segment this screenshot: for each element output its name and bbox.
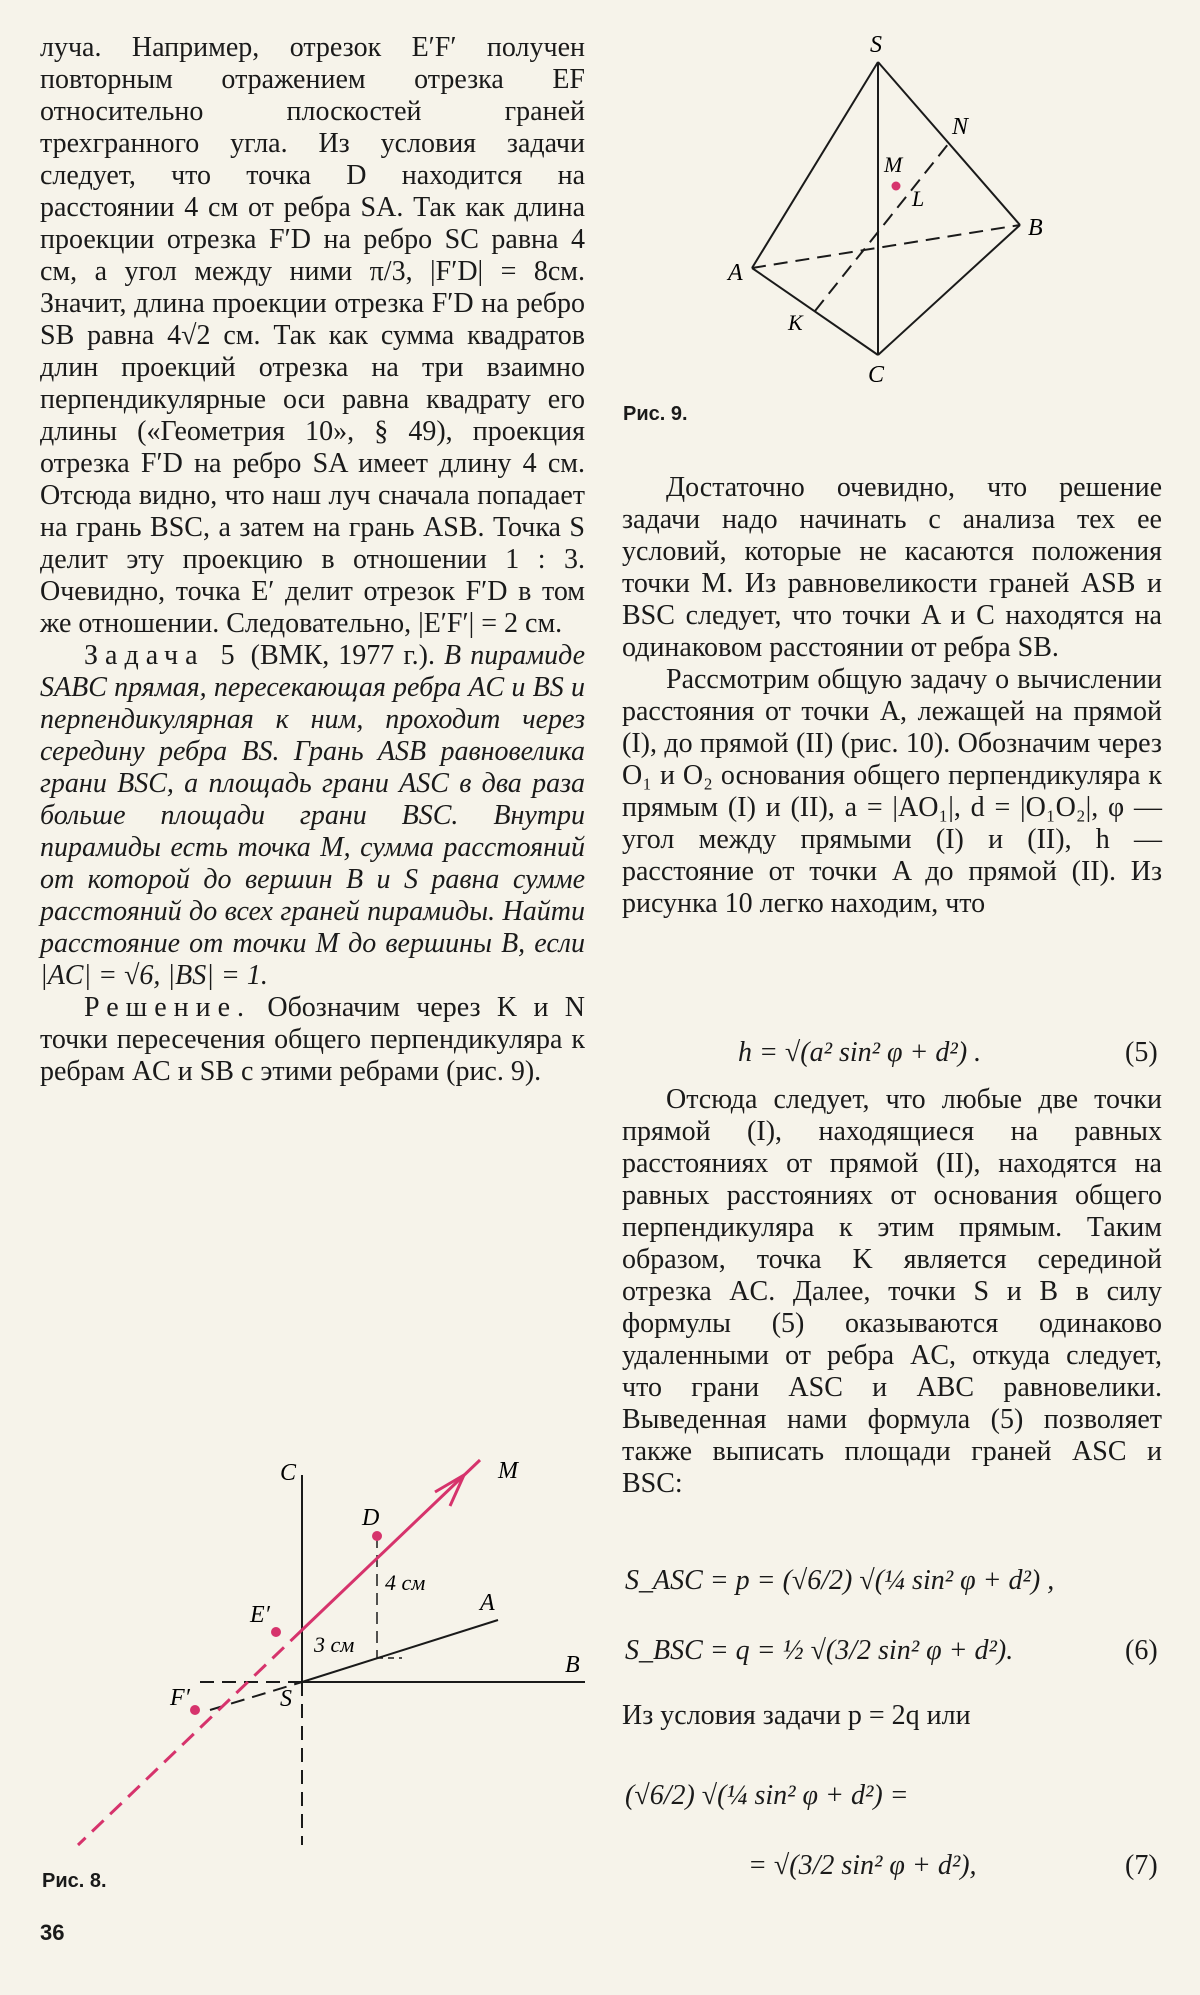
figure-8 — [40, 1450, 600, 1870]
label-m: M — [498, 1458, 518, 1484]
figure-9-caption: Рис. 9. — [623, 403, 688, 425]
task-5 — [40, 640, 585, 992]
equation-6b: S_BSC = q = ½ √(3/2 sin² φ + d²). — [625, 1635, 1014, 1666]
equation-7b: = √(3/2 sin² φ + d²), — [748, 1850, 977, 1881]
label-e: E′ — [250, 1602, 270, 1628]
left-column — [40, 32, 585, 1088]
point-d — [372, 1531, 382, 1541]
solution-text: Обозначим через K и N точки пересечения общего перпендикуляра к ребрам AC и SB с этими ребрами (рис. 9). — [40, 992, 586, 1087]
solution-label: Решение. — [84, 992, 252, 1023]
edge-sa — [752, 62, 878, 268]
equation-6a: S_ASC = p = (√6/2) √(¼ sin² φ + d²) , — [625, 1565, 1055, 1596]
equation-5-number: (5) — [1125, 1037, 1158, 1068]
equation-7-number: (7) — [1125, 1850, 1158, 1881]
edge-bc — [878, 225, 1020, 355]
figure-8-caption: Рис. 8. — [42, 1870, 107, 1892]
label-a: A — [728, 260, 743, 286]
label-k: K — [788, 310, 803, 335]
equation-7a: (√6/2) √(¼ sin² φ + d²) = — [625, 1780, 909, 1811]
paragraph-condition: Из условия задачи p = 2q или — [622, 1700, 971, 1731]
label-m: M — [884, 152, 903, 177]
label-s: S — [870, 32, 882, 58]
edge-ac — [752, 268, 878, 355]
point-f — [190, 1705, 200, 1715]
page-number: 36 — [40, 1920, 65, 1945]
right-column-top — [622, 472, 1162, 920]
label-3cm: 3 см — [314, 1632, 355, 1657]
figure-9 — [720, 30, 1050, 390]
label-b: B — [1028, 215, 1043, 241]
right-column-mid — [622, 1084, 1162, 1500]
right-column-condition — [622, 1700, 1162, 1732]
equation-6-number: (6) — [1125, 1635, 1158, 1666]
solution — [40, 992, 585, 1088]
label-a: A — [480, 1590, 495, 1616]
paragraph-midpoint: Отсюда следует, что любые две точки прямой (I), находящиеся на равных расстояниях от прямой (II), находятся на равных расстояниях от основания общего перпендикуляра к этим прямым. Таким образом, точка K является серединой отрезка AC. Далее, точки S и B в силу формулы (5) оказываются одинаково удаленными от ребра AC, откуда следует, что грани ASC и ABC равновелики. Выведенная нами формула (5) позволяет также выписать площади граней ASC и BSC: — [622, 1084, 1162, 1499]
equation-5: h = √(a² sin² φ + d²) . — [738, 1037, 982, 1068]
task-statement: В пирамиде SABC прямая, пересекающая ребра AC и BS и перпендикулярная к ним, проходит через середину ребра BS. Грань ASB равновелика грани BSC, а площадь грани ASC в два раза больше площади грани BSC. Внутри пирамиды есть точка M, сумма расстояний от которой до вершин B и S равна сумме расстояний до всех граней пирамиды. Найти расстояние от точки M до вершины B, если |AC| = √6, |BS| = 1. — [40, 640, 586, 991]
edge-sb — [878, 62, 1020, 225]
paragraph-light-ray: луча. Например, отрезок E′F′ получен повторным отражением отрезка EF относительно плоскостей граней трехгранного угла. Из условия задачи следует, что точка D находится на расстоянии 4 см от ребра SA. Так как длина проекции отрезка F′D на ребро SC равна 4 см, а угол между ними π/3, |F′D| = 8см. Значит, длина проекции отрезка F′D на ребро SB равна 4√2 см. Так как сумма квадратов длин проекций отрезка на три взаимно перпендикулярные оси равна квадрату его длины («Геометрия 10», § 49), проекция отрезка F′D на ребро SA имеет длину 4 см. Отсюда видно, что наш луч сначала попадает на грань BSC, а затем на грань ASB. Точка S делит эту проекцию в отношении 1 : 3. Очевидно, точка E′ делит отрезок F′D в том же отношении. Следовательно, |E′F′| = 2 см. — [40, 32, 585, 639]
label-c: C — [868, 362, 885, 388]
label-d: D — [362, 1505, 380, 1531]
point-e — [271, 1627, 281, 1637]
label-l: L — [912, 186, 925, 211]
label-f: F′ — [170, 1685, 190, 1711]
point-m — [892, 182, 901, 191]
task-label: Задача 5 — [84, 640, 242, 671]
task-source: (ВМК, 1977 г.). — [250, 640, 435, 671]
paragraph-general-problem: Рассмотрим общую задачу о вычислении расстояния от точки A, лежащей на прямой (I), до прямой (II) (рис. 10). Обозначим через O₁ и O₂ основания общего перпендикуляра к прямым (I) и (II), a = |AO₁|, d = |O₁O₂|, φ — угол между прямыми (I) и (II), h — расстояние от точки A до прямой (II). Из рисунка 10 легко находим, что — [622, 664, 1162, 919]
label-s: S — [280, 1686, 292, 1712]
paragraph-analysis: Достаточно очевидно, что решение задачи надо начинать с анализа тех ее условий, которые не касаются положения точки M. Из равновеликости граней ASB и BSC следует, что точки A и C находятся на одинаковом расстоянии от ребра SB. — [622, 472, 1162, 663]
ray-solid — [302, 1460, 480, 1630]
label-c: C — [280, 1460, 297, 1486]
ray-dashed — [78, 1630, 302, 1845]
label-4cm: 4 см — [385, 1570, 426, 1595]
perpendicular-kn — [815, 143, 949, 311]
label-n: N — [952, 114, 969, 140]
label-b: B — [565, 1652, 580, 1678]
